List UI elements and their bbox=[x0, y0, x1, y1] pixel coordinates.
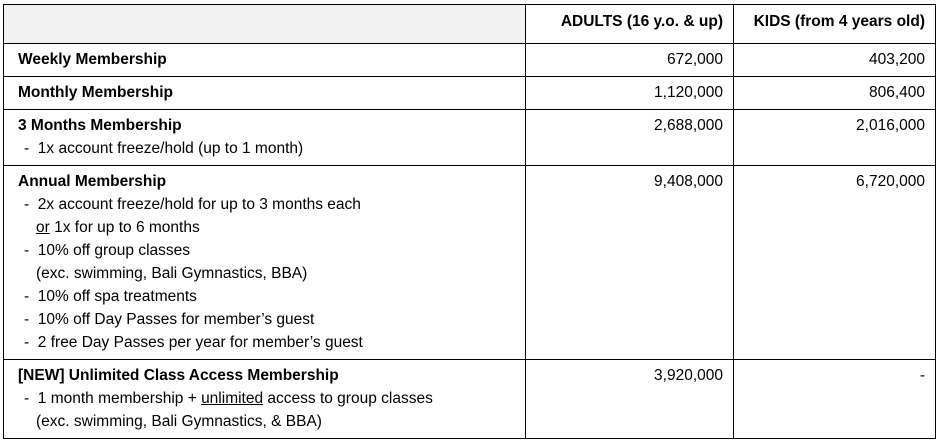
benefit-text: 10% off group classes bbox=[37, 242, 191, 259]
table-row-weekly bbox=[4, 44, 936, 77]
bullet-dash: - bbox=[24, 311, 30, 328]
table-row-3-months bbox=[4, 110, 936, 166]
benefit-text: 2x account freeze/hold for up to 3 months each bbox=[37, 196, 361, 213]
adults-price: 1,120,000 bbox=[526, 77, 734, 110]
benefit-item bbox=[18, 193, 515, 216]
table-row-monthly bbox=[4, 77, 936, 110]
adults-price: 3,920,000 bbox=[526, 360, 734, 439]
bullet-dash: - bbox=[24, 140, 30, 157]
benefit-continuation bbox=[18, 216, 515, 239]
benefit-item bbox=[18, 331, 515, 354]
benefit-text: 1x for up to 6 months bbox=[49, 219, 200, 236]
bullet-dash: - bbox=[24, 390, 30, 407]
membership-cell bbox=[4, 166, 526, 360]
header-blank-cell bbox=[4, 5, 526, 44]
bullet-dash: - bbox=[24, 242, 30, 259]
benefit-text: 1x account freeze/hold (up to 1 month) bbox=[37, 140, 304, 157]
benefit-text: access to group classes bbox=[263, 390, 433, 407]
bullet-dash: - bbox=[24, 288, 30, 305]
membership-title: Monthly Membership bbox=[18, 84, 174, 101]
adults-price: 9,408,000 bbox=[526, 166, 734, 360]
header-kids: KIDS (from 4 years old) bbox=[734, 5, 936, 44]
benefit-item bbox=[18, 239, 515, 262]
kids-price: 6,720,000 bbox=[734, 166, 936, 360]
membership-title: 3 Months Membership bbox=[18, 117, 182, 134]
table-row-unlimited bbox=[4, 360, 936, 439]
bullet-dash: - bbox=[24, 196, 30, 213]
membership-title: Weekly Membership bbox=[18, 51, 167, 68]
kids-price: 806,400 bbox=[734, 77, 936, 110]
membership-cell bbox=[4, 77, 526, 110]
benefit-text: 2 free Day Passes per year for member’s guest bbox=[37, 334, 363, 351]
underlined-or: or bbox=[36, 219, 50, 236]
benefit-text: 1 month membership + bbox=[37, 390, 202, 407]
membership-cell bbox=[4, 360, 526, 439]
benefit-continuation: (exc. swimming, Bali Gymnastics, BBA) bbox=[36, 265, 308, 282]
kids-price: 2,016,000 bbox=[734, 110, 936, 166]
underlined-unlimited: unlimited bbox=[201, 390, 264, 407]
benefit-item bbox=[18, 137, 515, 160]
benefit-item bbox=[18, 387, 515, 410]
bullet-dash: - bbox=[24, 334, 30, 351]
benefit-text: 10% off spa treatments bbox=[37, 288, 197, 305]
adults-price: 672,000 bbox=[526, 44, 734, 77]
kids-price: - bbox=[734, 360, 936, 439]
benefit-continuation: (exc. swimming, Bali Gymnastics, & BBA) bbox=[36, 413, 322, 430]
membership-title: Annual Membership bbox=[18, 173, 167, 190]
membership-title: [NEW] Unlimited Class Access Membership bbox=[18, 367, 339, 384]
table-row-annual bbox=[4, 166, 936, 360]
benefit-text: 10% off Day Passes for member’s guest bbox=[37, 311, 315, 328]
benefit-item bbox=[18, 285, 515, 308]
adults-price: 2,688,000 bbox=[526, 110, 734, 166]
kids-price: 403,200 bbox=[734, 44, 936, 77]
benefit-item bbox=[18, 308, 515, 331]
membership-cell bbox=[4, 44, 526, 77]
membership-pricing-table bbox=[3, 4, 936, 439]
header-row bbox=[4, 5, 936, 44]
header-adults: ADULTS (16 y.o. & up) bbox=[526, 5, 734, 44]
membership-cell bbox=[4, 110, 526, 166]
